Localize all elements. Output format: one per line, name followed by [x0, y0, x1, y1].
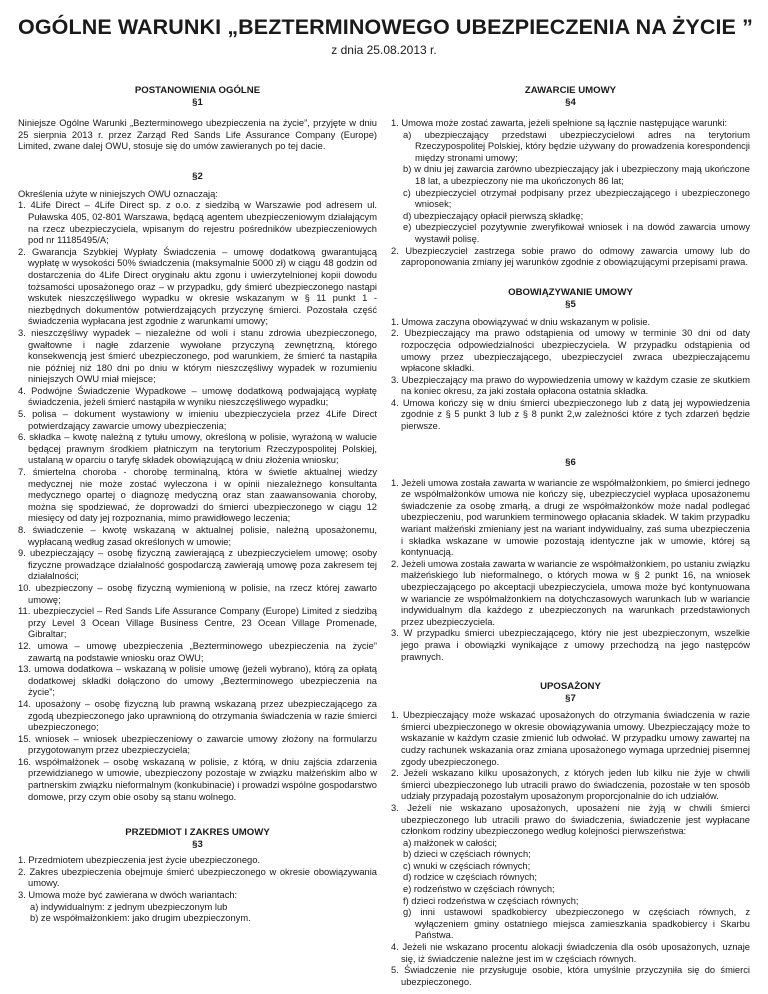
list-item: f) dzieci rodzeństwa w częściach równych; — [403, 895, 579, 906]
list-item: 1. Przedmiotem ubezpieczenia jest życie ubezpieczonego. — [18, 855, 261, 866]
list-item: 11. ubezpieczyciel – Red Sands Life Assurance Company (Europe) Limited z siedzibą przy Level 3 Ocean Village Business Centre, 23 Ocean Village Promenade, Gibraltar; — [18, 606, 377, 640]
document-date: z dnia 25.08.2013 r. — [331, 43, 437, 57]
list-item: 3. nieszczęśliwy wypadek – niezależne od woli i stanu zdrowia ubezpieczonego, gwałtowne i nagłe zdarzenie wywołane przyczyną zewnętrzną, którego konsekwencją jest śmierć ubezpieczonego, pod warunkiem, że śmierć ta nastąpiła nie później niż 180 dni po dniu w którym nieszczęśliwy wypadek w rozumieniu niniejszych OWU miał miejsce; — [18, 327, 377, 385]
section-4-sublist — [391, 130, 750, 246]
list-item: 3. W przypadku śmierci ubezpieczającego, który nie jest ubezpieczonym, wszelkie jego prawa i obowiązki wynikające z umowy przechodzą na jego następców prawnych. — [391, 628, 750, 662]
section-7-sublist — [391, 838, 750, 942]
list-item: 3. Jeżeli nie wskazano uposażonych, uposażeni nie żyją w chwili śmierci ubezpieczonego lub utracili prawo do świadczenia, świadczenie jest wypłacane członkom rodziny ubezpieczonego według kolejności pierwszeństwa: — [391, 802, 750, 837]
list-item: d) rodzice w częściach równych; — [403, 872, 537, 883]
list-item: 1. 4Life Direct – 4Life Direct sp. z o.o. z siedzibą w Warszawie pod adresem ul. Puławska 405, 02-801 Warszawa, będącą agentem ubezpieczeniowym działającym na rzecz ubezpieczyciela, wpisanym do rejestru pośredników ubezpieczeniowych pod nr 11185495/A; — [18, 200, 377, 246]
list-item: 5. polisa – dokument wystawiony w imieniu ubezpieczyciela przez 4Life Direct potwierdzający zawarcie umowy ubezpieczenia; — [18, 409, 377, 431]
list-item: 2. Gwarancja Szybkiej Wypłaty Świadczenia – umowę dodatkową gwarantującą wypłatę w wysokości 50% świadczenia (maksymalnie 5000 zł) w ciągu 48 godzin od dostarczenia do 4Life Direct oryginału aktu zgonu i uwierzytelnionej kopii dowodu tożsamości uposażonego oraz – w przypadku, gdy śmierć ubezpieczonego nastąpi wskutek nieszczęśliwego wypadku w okresie wskazanym w § 11 punkt 1 - niezbędnych dokumentów potwierdzających przyczynę śmierci. Pozostała część świadczenia wypłacana jest zgodnie z warunkami umowy; — [18, 246, 377, 327]
section-3-sublist — [18, 902, 377, 925]
list-item: 2. Jeżeli wskazano kilku uposażonych, z których jeden lub kilku nie żyje w chwili śmierci ubezpieczonego lub utracili prawo do świadczenia, pozostałe w ten sposób udziały przypadają pozostałym uposażonym proporcjonalnie do ich udziałów. — [391, 768, 750, 802]
section-7-heading — [391, 681, 750, 705]
section-number: §5 — [565, 298, 576, 310]
list-item: b) w dniu jej zawarcia zarówno ubezpieczający jak i ubezpieczony mają ukończone 18 lat, a ubezpieczony nie ma ukończonych 86 lat; — [403, 164, 750, 186]
section-7-list — [391, 710, 750, 838]
list-item: 3. Umowa może być zawierana w dwóch wariantach: — [18, 890, 238, 901]
list-item: 8. świadczenie – kwotę wskazaną w aktualnej polisie, należną uposażonemu, wypłacaną według zasad określonych w umowie; — [18, 525, 377, 547]
list-item: 7. śmiertelna choroba - chorobę terminalną, która w świetle aktualnej wiedzy medycznej nie może zostać wyleczona i w opinii niezależnego konsultanta medycznego opartej o diagnozę medyczną oraz stan zaawansowania choroby, można się spodziewać, że doprowadzi do śmierci ubezpieczonego w ciągu 12 miesięcy od daty jej rozpoznania, mimo prawidłowego leczenia; — [18, 467, 377, 524]
section-title: PRZEDMIOT I ZAKRES UMOWY — [125, 827, 270, 839]
list-item: 9. ubezpieczający – osobę fizyczną zawierającą z ubezpieczycielem umowę; osoby fizyczne prowadzące działalność gospodarczą zawierają umowę poza zakresem tej działalności; — [18, 548, 377, 582]
section-number: §3 — [192, 839, 203, 851]
list-item: 2. Ubezpieczyciel zastrzega sobie prawo do odmowy zawarcia umowy lub do zaproponowania zmiany jej warunków zgodnie z obowiązującymi przepisami prawa. — [391, 245, 750, 268]
section-5-list — [391, 317, 750, 433]
list-item: b) ze współmałżonkiem: jako drugim ubezpieczonym. — [30, 913, 251, 924]
section-number: §7 — [565, 693, 576, 705]
section-2-heading — [18, 171, 377, 183]
section-4-heading — [391, 85, 750, 109]
section-4-list-cont — [391, 246, 750, 269]
list-item: 2. Jeżeli umowa została zawarta w wariancie ze współmałżonkiem, po ustaniu związku małżeńskiego lub nieformalnego, o których mowa w § 2 punkt 16, na wniosek ubezpieczającego po akceptacji ubezpieczyciela, umowa może być kontynuowana w wariancie ze współmałżonkiem na dotychczasowych warunkach lub w wariancie indywidualnym dla każdego z ubezpieczonych na warunkach przedstawionych przez ubezpieczyciela. — [391, 558, 750, 627]
section-3-heading — [18, 827, 377, 851]
list-item: a) ubezpieczający przedstawi ubezpieczycielowi adres na terytorium Rzeczypospolitej Polskiej, który będzie używany do prowadzenia korespondencji między stronami umowy; — [403, 129, 750, 163]
list-item: 12. umowa – umowę ubezpieczenia „Bezterminowego ubezpieczenia na życie” zawartą na podstawie wniosku oraz OWU; — [18, 640, 377, 663]
section-5-heading — [391, 287, 750, 311]
section-2-intro: Określenia użyte w niniejszych OWU oznaczają: — [18, 188, 218, 199]
list-item: 1. Umowa zaczyna obowiązywać w dniu wskazanym w polisie. — [391, 316, 651, 327]
section-3-list — [18, 855, 377, 901]
list-item: 5. Świadczenie nie przysługuje osobie, która umyślnie przyczyniła się do śmierci ubezpieczonego. — [391, 965, 750, 987]
list-item: e) ubezpieczyciel pozytywnie zweryfikował wniosek i na dowód zawarcia umowy wystawił polisę. — [403, 222, 750, 244]
list-item: 15. wniosek – wniosek ubezpieczeniowy o zawarcie umowy złożony na formularzu przygotowanym przez ubezpieczyciela; — [18, 733, 377, 756]
list-item: c) wnuki w częściach równych; — [403, 860, 531, 871]
section-number: §6 — [565, 456, 576, 468]
list-item: 1. Ubezpieczający może wskazać uposażonych do otrzymania świadczenia w razie śmierci ubezpieczonego w okresie obowiązywania umowy. Ubezpieczający może to wskazanie w każdym czasie zmienić lub odwołać. W przypadku umowy zawartej na cudzy rachunek wskazania oraz zmiana uposażonego wymaga uprzedniej pisemnej zgody ubezpieczonego. — [391, 710, 750, 767]
list-item: d) ubezpieczający opłacił pierwszą składkę; — [403, 210, 584, 221]
list-item: 1. Jeżeli umowa została zawarta w wariancie ze współmałżonkiem, po śmierci jednego ze współmałżonków umowa nie kończy się, ubezpieczyciel wypłaca uposażonemu świadczenie za osobę zmarłą, a drugi ze współmałżonków może nadal podlegać ubezpieczeniu, pod warunkiem terminowego opłacania składek. W takim przypadku wariant małżeński zmieniany jest na wariant indywidualny, zaś suma ubezpieczenia i składka wskazane w umowie pozostają identyczne jak w umowie, której są kontynuacją. — [391, 477, 750, 558]
list-item: 2. Zakres ubezpieczenia obejmuje śmierć ubezpieczonego w okresie obowiązywania umowy. — [18, 866, 377, 889]
list-item: 2. Ubezpieczający ma prawo odstąpienia od umowy w terminie 30 dni od daty rozpoczęcia odpowiedzialności ubezpieczyciela. W przypadku odstąpienia od umowy przez ubezpieczającego, ubezpieczyciel zwraca ubezpieczającemu wpłacone składki. — [391, 328, 750, 374]
list-item: 13. umowa dodatkowa – wskazaną w polisie umowę (jeżeli wybrano), którą za opłatą dodatkowej składki dołączono do umowy „Bezterminowego ubezpieczenia na życie”; — [18, 664, 377, 698]
section-title: ZAWARCIE UMOWY — [524, 85, 617, 96]
list-item: 3. Ubezpieczający ma prawo do wypowiedzenia umowy w każdym czasie ze skutkiem na koniec okresu, za jaki została opłacona ostatnia składka. — [391, 374, 750, 397]
section-6-list — [391, 478, 750, 664]
section-7-list-cont — [391, 942, 750, 988]
list-item: 10. ubezpieczony – osobę fizyczną wymienioną w polisie, na rzecz której zawarto umowę; — [18, 582, 377, 605]
list-item: 14. uposażony – osobę fizyczną lub prawną wskazaną przez ubezpieczającego za zgodą ubezpieczonego jako uprawnioną do otrzymania świadczenia w razie śmierci ubezpieczonego; — [18, 698, 377, 733]
definitions-list — [18, 200, 377, 803]
section-number: §2 — [192, 170, 203, 182]
section-1-heading — [18, 85, 377, 109]
list-item: 4. Jeżeli nie wskazano procentu alokacji świadczenia dla osób uposażonych, uznaje się, iż świadczenie należne jest im w częściach równych. — [391, 942, 750, 964]
list-item: 4. Podwójne Świadczenie Wypadkowe – umowę dodatkową podwajającą wypłatę świadczenia, jeżeli śmierć nastąpiła w wyniku nieszczęśliwego wypadku; — [18, 385, 377, 408]
list-item: a) indywidualnym: z jednym ubezpieczonym lub — [30, 901, 228, 912]
left-column — [18, 85, 377, 988]
section-4-list — [391, 118, 750, 130]
section-title: UPOSAŻONY — [540, 681, 601, 693]
list-item: 6. składka – kwotę należną z tytułu umowy, określoną w polisie, wyrażoną w walucie będącej prawnym środkiem płatniczym na terytorium Rzeczypospolitej Polskiej, ustalaną w oparciu o taryfę składek obowiązującą w dniu złożenia wniosku; — [18, 432, 377, 466]
section-title: OBOWIĄZYWANIE UMOWY — [508, 286, 633, 298]
list-item: g) inni ustawowi spadkobiercy ubezpieczonego w częściach równych, z wyłączeniem gminy ostatniego miejsca zamieszkania spadkobiercy i Skarbu Państwa. — [403, 907, 750, 941]
section-number: §4 — [565, 97, 576, 108]
two-column-body — [18, 85, 750, 988]
section-1-text: Niniejsze Ogólne Warunki „Bezterminowego ubezpieczenia na życie”, przyjęte w dniu 25 sierpnia 2013 r. przez Zarząd Red Sands Life Assurance Company (Europe) Limited, zwane dalej OWU, stosuje się do umów zawieranych po tej dacie. — [18, 118, 377, 152]
right-column — [391, 85, 750, 988]
list-item: c) ubezpieczyciel otrzymał podpisany przez ubezpieczającego i ubezpieczonego wniosek; — [403, 187, 750, 210]
list-item: 16. współmałżonek – osobę wskazaną w polisie, z którą, w dniu zajścia zdarzenia przewidzianego w umowie, ubezpieczony pozostaje w związku małżeńskim albo w partnerskim związku nieformalnym (konkubinacie) i prowadzi wspólne gospodarstwo domowe, przy czym obie osoby są stanu wolnego. — [18, 756, 377, 802]
list-item: b) dzieci w częściach równych; — [403, 849, 531, 860]
document-title: OGÓLNE WARUNKI „BEZTERMINOWEGO UBEZPIECZENIA NA ŻYCIE ” — [18, 15, 753, 39]
list-item: e) rodzeństwo w częściach równych; — [403, 884, 555, 895]
list-item: 4. Umowa kończy się w dniu śmierci ubezpieczonego lub z datą jej wypowiedzenia zgodnie z § 5 punkt 3 lub z § 8 punkt 2,w zależności które z tych zdarzeń będzie pierwsze. — [391, 397, 750, 432]
section-title: POSTANOWIENIA OGÓLNE — [134, 85, 261, 96]
section-number: §1 — [192, 97, 203, 108]
list-item: a) małżonek w całości; — [403, 837, 497, 848]
section-6-heading — [391, 457, 750, 469]
list-item: 1. Umowa może zostać zawarta, jeżeli spełnione są łącznie następujące warunki: — [391, 118, 728, 128]
